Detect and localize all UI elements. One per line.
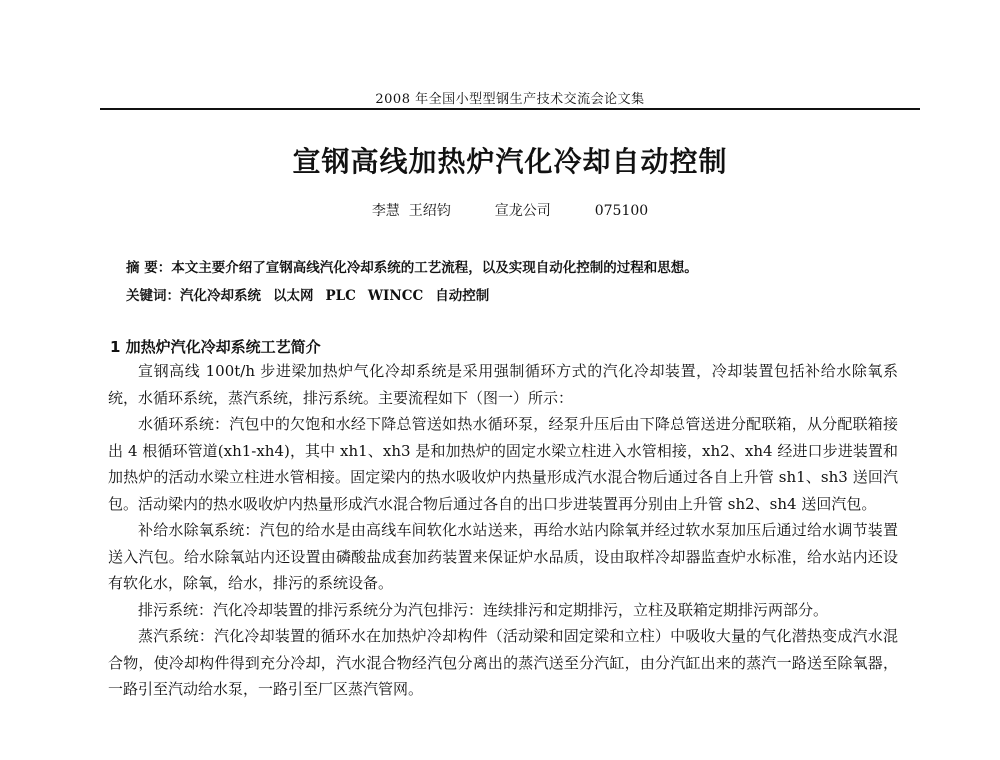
keyword: 自动控制 — [435, 288, 490, 304]
affiliation: 宣龙公司 — [494, 203, 551, 219]
paragraph: 蒸汽系统：汽化冷却装置的循环水在加热炉冷却构件（活动梁和固定梁和立柱）中吸收大量的气化潜热变成汽水混合物，使冷却构件得到充分冷却，汽水混合物经汽包分离出的蒸汽送至分汽缸，由分汽缸出来的蒸汽一路送至除氧器，一路引至汽动给水泵，一路引至厂区蒸汽管网。 — [108, 627, 898, 698]
keyword: WINCC — [367, 288, 424, 304]
keyword: 以太网 — [273, 288, 314, 304]
abstract-text: 本文主要介绍了宣钢高线汽化冷却系统的工艺流程，以及实现自动化控制的过程和思想。 — [171, 260, 698, 276]
paragraph: 宣钢高线 100t/h 步进梁加热炉气化冷却系统是采用强制循环方式的汽化冷却装置，冷却装置包括补给水除氧系统，水循环系统，蒸汽系统，排污系统。主要流程如下（图一）所示： — [108, 362, 898, 407]
section-heading: 1 加热炉汽化冷却系统工艺简介 — [110, 338, 321, 356]
author-line — [100, 200, 920, 220]
keyword: 汽化冷却系统 — [180, 288, 261, 304]
section-body — [108, 358, 898, 703]
paragraph: 补给水除氧系统：汽包的给水是由高线车间软化水站送来，再给水站内除氧并经过软水泵加压后通过给水调节装置送入汽包。给水除氧站内还设置由磷酸盐成套加药装置来保证炉水品质，设由取样冷却器监查炉水标准，给水站内还设有软化水，除氧，给水，排污的系统设备。 — [108, 521, 898, 592]
header-rule — [100, 108, 920, 110]
abstract-block — [126, 254, 916, 310]
keywords-label: 关键词： — [126, 288, 180, 304]
abstract-label: 摘 要： — [126, 260, 172, 276]
paragraph: 排污系统：汽化冷却装置的排污系统分为汽包排污：连续排污和定期排污，立柱及联箱定期排污两部分。 — [138, 600, 829, 619]
keyword: PLC — [325, 288, 356, 304]
keywords — [126, 282, 916, 310]
paragraph: 水循环系统：汽包中的欠饱和水经下降总管送如热水循环泵，经泵升压后由下降总管送进分配联箱，从分配联箱接出 4 根循环管道(xh1-xh4)，其中 xh1、xh3 是和加热炉的固定水梁立柱进入水管相接，xh2、xh4 经进口步进装置和加热炉的活动水梁立柱进水管相接。固定梁内的热水吸收炉内热量形成汽水混合物后通过各自上升管 sh1、sh3 送回汽包。活动梁内的热水吸收炉内热量形成汽水混合物后通过各自的出口步进装置再分别由上升管 sh2、sh4 送回汽包。 — [108, 415, 898, 513]
running-header: 2008 年全国小型型钢生产技术交流会论文集 — [375, 92, 645, 107]
authors: 李慧 王绍钧 — [371, 203, 451, 219]
paper-title: 宣钢高线加热炉汽化冷却自动控制 — [292, 145, 728, 178]
postcode: 075100 — [594, 203, 649, 219]
abstract — [126, 254, 916, 282]
